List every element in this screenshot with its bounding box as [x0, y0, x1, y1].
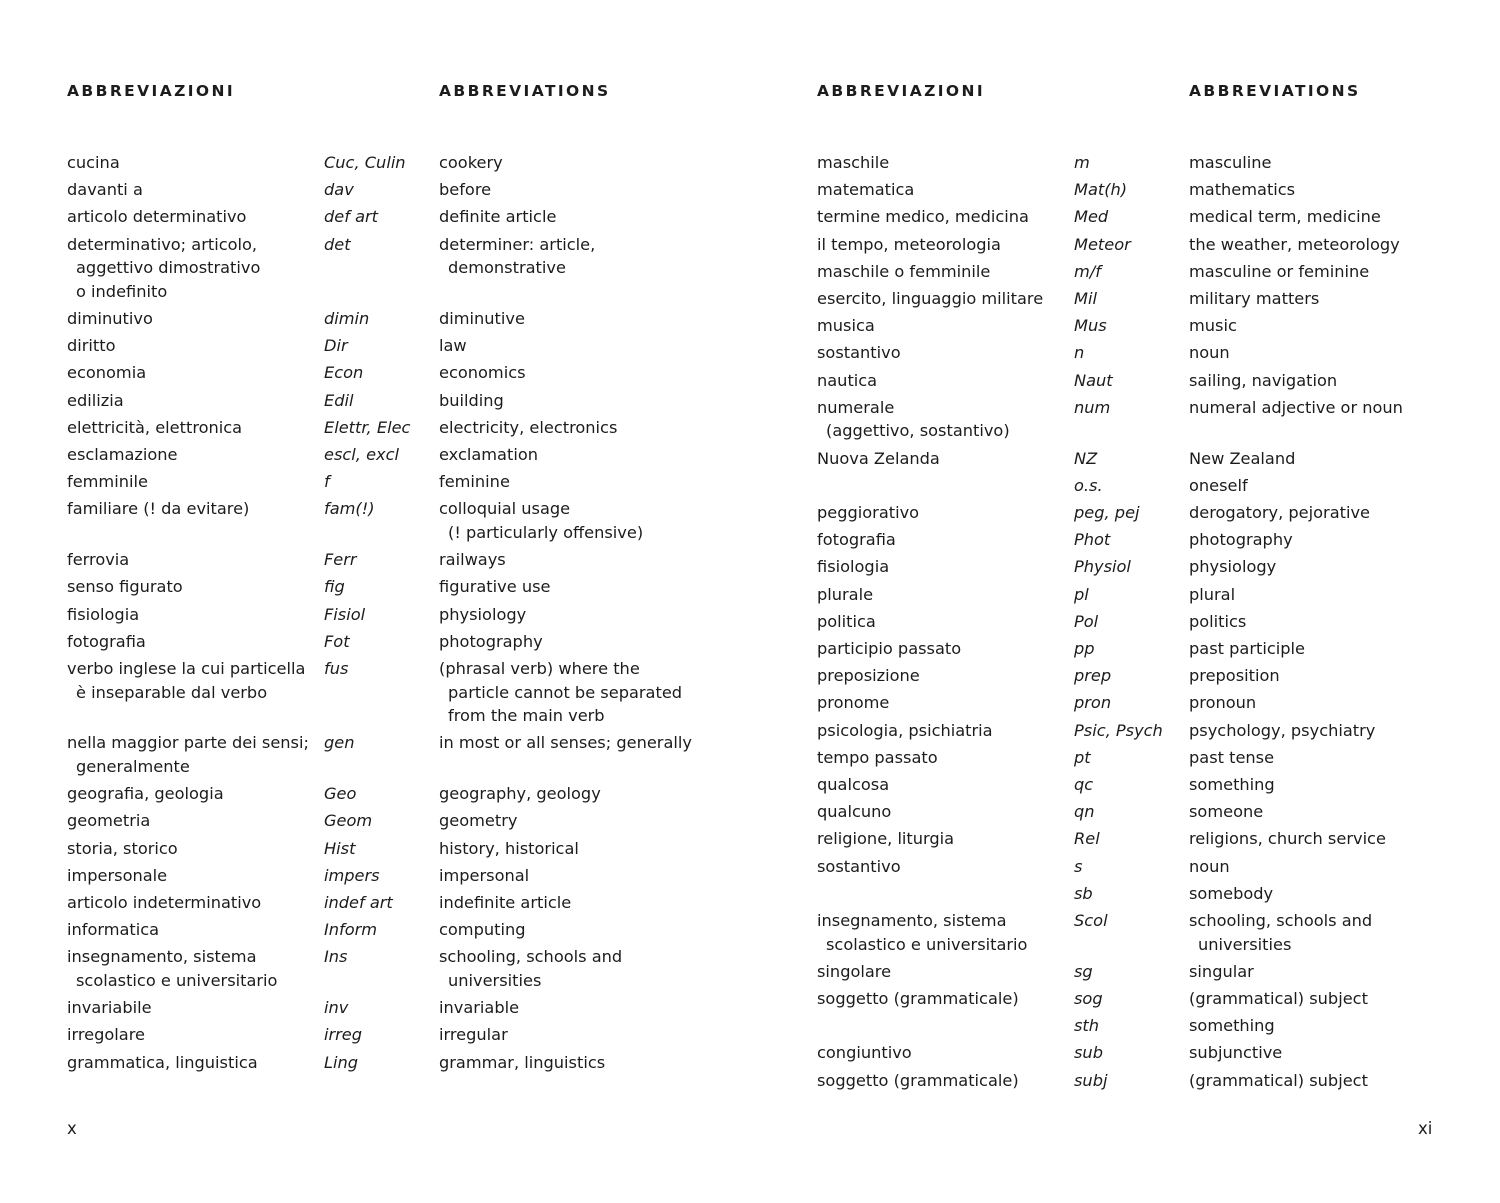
- italian-term: femminile: [67, 472, 148, 492]
- abbreviation: prep: [1074, 666, 1112, 686]
- abbreviation: Cuc, Culin: [324, 153, 406, 172]
- italian-term: il tempo, meteorologia: [817, 234, 1001, 254]
- italian-term: sostantivo: [817, 856, 901, 876]
- entry-row: [750, 800, 1500, 824]
- italian-term: peggiorativo: [817, 503, 920, 522]
- italian-term: insegnamento, sistema: [817, 911, 1007, 930]
- english-meaning: (grammatical) subject: [1189, 1070, 1368, 1090]
- italian-term: matematica: [817, 180, 915, 200]
- italian-term: preposizione: [817, 666, 920, 686]
- english-meaning: history, historical: [439, 838, 579, 858]
- english-meaning: (phrasal verb) where the: [439, 659, 640, 678]
- entry-row: [0, 782, 750, 806]
- abbreviation: impers: [324, 865, 380, 885]
- english-meaning: grammar, linguistics: [439, 1052, 606, 1072]
- english-meaning: particle cannot be separated: [448, 682, 683, 702]
- english-meaning: invariable: [439, 998, 520, 1018]
- italian-term: (aggettivo, sostantivo): [826, 421, 1010, 441]
- english-meaning: past tense: [1189, 747, 1275, 767]
- entry-row: [0, 233, 750, 301]
- english-meaning: someone: [1189, 802, 1264, 822]
- abbreviation: dimin: [324, 309, 370, 328]
- english-meaning: geometry: [439, 811, 518, 831]
- english-meaning: religions, church service: [1189, 829, 1386, 849]
- entry-row: [0, 1023, 750, 1047]
- abbreviation: Med: [1074, 207, 1109, 227]
- italian-term: termine medico, medicina: [817, 207, 1029, 227]
- abbreviation: Phot: [1074, 530, 1111, 550]
- italian-term: economia: [67, 363, 147, 383]
- english-meaning: schooling, schools and: [439, 947, 623, 967]
- abbreviation: Geom: [324, 811, 373, 831]
- entry-row: [0, 548, 750, 572]
- abbreviation: sb: [1074, 883, 1093, 903]
- italian-term: è inseparable dal verbo: [76, 682, 268, 702]
- italian-term: qualcosa: [817, 775, 890, 794]
- abbreviation: Pol: [1074, 611, 1099, 631]
- abbreviation: def art: [324, 207, 379, 227]
- italian-term: pronome: [817, 693, 890, 713]
- entry-row: [0, 151, 750, 175]
- entry-row: [750, 855, 1500, 879]
- english-meaning: military matters: [1189, 289, 1320, 308]
- italian-term: davanti a: [67, 180, 143, 200]
- english-meaning: the weather, meteorology: [1189, 234, 1400, 254]
- english-meaning: medical term, medicine: [1189, 207, 1381, 227]
- italian-term: ferrovia: [67, 550, 130, 570]
- english-meaning: (! particularly offensive): [448, 522, 644, 542]
- entry-row: [0, 630, 750, 654]
- italian-term: soggetto (grammaticale): [817, 1070, 1019, 1090]
- entry-row: [750, 882, 1500, 906]
- italian-term: informatica: [67, 920, 160, 940]
- english-meaning: mathematics: [1189, 180, 1296, 200]
- entry-row: [750, 610, 1500, 634]
- english-meaning: before: [439, 180, 492, 200]
- italian-term: fotografia: [817, 530, 896, 550]
- abbreviation: fam(!): [324, 499, 375, 519]
- abbreviation: Rel: [1074, 829, 1100, 849]
- english-meaning: oneself: [1189, 475, 1248, 495]
- entry-row: [0, 497, 750, 542]
- entry-row: [750, 691, 1500, 715]
- italian-term: generalmente: [76, 756, 190, 776]
- english-meaning: universities: [448, 970, 542, 990]
- abbreviation: m/f: [1074, 261, 1101, 281]
- abbreviation: det: [324, 234, 351, 254]
- right-page: [750, 0, 1500, 1203]
- entry-row: [750, 396, 1500, 441]
- entry-row: [750, 987, 1500, 1011]
- italian-term: scolastico e universitario: [826, 934, 1028, 954]
- abbreviation: sog: [1074, 989, 1103, 1008]
- italian-term: cucina: [67, 153, 120, 172]
- entry-row: [0, 205, 750, 229]
- italian-term: insegnamento, sistema: [67, 947, 257, 967]
- entry-row: [750, 205, 1500, 229]
- italian-term: geometria: [67, 811, 151, 831]
- abbreviation: fus: [324, 659, 349, 678]
- abbreviation: indef art: [324, 893, 393, 912]
- italian-term: nella maggior parte dei sensi;: [67, 733, 309, 753]
- entry-row: [750, 664, 1500, 688]
- entry-row: [750, 555, 1500, 579]
- italian-term: scolastico e universitario: [76, 970, 278, 990]
- entry-row: [0, 996, 750, 1020]
- abbreviation: Physiol: [1074, 557, 1131, 577]
- entry-row: [750, 447, 1500, 471]
- english-meaning: economics: [439, 363, 526, 383]
- entry-row: [750, 260, 1500, 284]
- english-meaning: from the main verb: [448, 706, 605, 726]
- italian-term: fotografia: [67, 631, 146, 651]
- abbreviation: inv: [324, 998, 349, 1018]
- italian-term: diritto: [67, 336, 116, 356]
- english-meaning: pronoun: [1189, 693, 1257, 713]
- italian-term: esercito, linguaggio militare: [817, 289, 1044, 308]
- abbreviation: Psic, Psych: [1074, 720, 1163, 740]
- english-meaning: preposition: [1189, 666, 1280, 686]
- abbreviation: pl: [1074, 584, 1089, 604]
- abbreviation: subj: [1074, 1070, 1108, 1090]
- abbreviation: pron: [1074, 693, 1112, 713]
- header-italian: ABBREVIAZIONI: [817, 82, 986, 100]
- english-meaning: building: [439, 390, 504, 410]
- page-number: xi: [1418, 1119, 1433, 1138]
- abbreviation: s: [1074, 856, 1083, 876]
- english-meaning: computing: [439, 920, 526, 940]
- english-meaning: colloquial usage: [439, 499, 571, 519]
- abbreviation: Edil: [324, 390, 354, 410]
- entry-row: [750, 178, 1500, 202]
- italian-term: determinativo; articolo,: [67, 234, 258, 254]
- abbreviation: num: [1074, 397, 1111, 417]
- italian-term: participio passato: [817, 639, 962, 658]
- abbreviation: fig: [324, 577, 345, 597]
- english-meaning: masculine or feminine: [1189, 261, 1370, 281]
- italian-term: singolare: [817, 961, 892, 981]
- english-meaning: electricity, electronics: [439, 417, 618, 437]
- italian-term: invariabile: [67, 998, 152, 1018]
- abbreviation: escl, excl: [324, 445, 400, 464]
- abbreviation: qn: [1074, 802, 1095, 822]
- english-meaning: something: [1189, 1016, 1275, 1036]
- entry-row: [750, 1069, 1500, 1093]
- english-meaning: photography: [439, 631, 543, 651]
- italian-term: grammatica, linguistica: [67, 1052, 258, 1072]
- entry-row: [0, 891, 750, 915]
- abbreviation: NZ: [1074, 448, 1098, 468]
- entry-row: [0, 470, 750, 494]
- entry-row: [750, 909, 1500, 954]
- english-meaning: physiology: [1189, 557, 1277, 577]
- italian-term: Nuova Zelanda: [817, 448, 940, 468]
- abbreviation: o.s.: [1074, 475, 1103, 495]
- italian-term: diminutivo: [67, 309, 153, 328]
- entry-row: [750, 1014, 1500, 1038]
- abbreviation: Meteor: [1074, 234, 1131, 254]
- entry-row: [0, 416, 750, 440]
- english-meaning: diminutive: [439, 309, 525, 328]
- english-meaning: feminine: [439, 472, 510, 492]
- header-english: ABBREVIATIONS: [1189, 82, 1361, 100]
- english-meaning: impersonal: [439, 865, 530, 885]
- english-meaning: noun: [1189, 343, 1230, 363]
- abbreviation: gen: [324, 733, 355, 753]
- italian-term: verbo inglese la cui particella: [67, 659, 306, 678]
- entry-row: [750, 960, 1500, 984]
- italian-term: articolo determinativo: [67, 207, 247, 227]
- abbreviation: qc: [1074, 775, 1094, 794]
- entry-row: [0, 603, 750, 627]
- entry-row: [750, 233, 1500, 257]
- english-meaning: definite article: [439, 207, 557, 227]
- entry-row: [750, 474, 1500, 498]
- italian-term: aggettivo dimostrativo: [76, 258, 261, 278]
- abbreviation: sg: [1074, 961, 1093, 981]
- abbreviation: Elettr, Elec: [324, 417, 411, 437]
- english-meaning: New Zealand: [1189, 448, 1296, 468]
- italian-term: maschile: [817, 153, 890, 172]
- english-meaning: law: [439, 336, 467, 356]
- english-meaning: psychology, psychiatry: [1189, 720, 1376, 740]
- entry-row: [0, 1051, 750, 1075]
- abbreviation: sub: [1074, 1043, 1103, 1063]
- entry-row: [750, 528, 1500, 552]
- italian-term: impersonale: [67, 865, 168, 885]
- abbreviation: pp: [1074, 639, 1095, 658]
- abbreviation: Ferr: [324, 550, 357, 570]
- italian-term: o indefinito: [76, 281, 168, 301]
- italian-term: maschile o femminile: [817, 261, 991, 281]
- italian-term: plurale: [817, 584, 874, 604]
- entry-row: [750, 719, 1500, 743]
- entry-row: [750, 637, 1500, 661]
- italian-term: nautica: [817, 370, 878, 390]
- english-meaning: irregular: [439, 1025, 508, 1045]
- entry-row: [750, 746, 1500, 770]
- english-meaning: somebody: [1189, 883, 1274, 903]
- english-meaning: determiner: article,: [439, 234, 596, 254]
- abbreviation: dav: [324, 180, 354, 200]
- italian-term: senso figurato: [67, 577, 183, 597]
- italian-term: geografia, geologia: [67, 784, 224, 804]
- entry-row: [0, 178, 750, 202]
- abbreviation: Mat(h): [1074, 180, 1128, 200]
- abbreviation: sth: [1074, 1016, 1100, 1036]
- english-meaning: something: [1189, 775, 1275, 794]
- abbreviation: Ins: [324, 947, 348, 967]
- italian-term: familiare (! da evitare): [67, 499, 250, 519]
- abbreviation: Geo: [324, 784, 357, 804]
- english-meaning: universities: [1198, 934, 1292, 954]
- abbreviation: Dir: [324, 336, 348, 356]
- italian-term: tempo passato: [817, 747, 938, 767]
- abbreviation: Mil: [1074, 289, 1097, 308]
- abbreviation: pt: [1074, 747, 1091, 767]
- abbreviation: Ling: [324, 1052, 359, 1072]
- english-meaning: politics: [1189, 611, 1247, 631]
- english-meaning: (grammatical) subject: [1189, 989, 1368, 1008]
- english-meaning: demonstrative: [448, 258, 566, 278]
- italian-term: musica: [817, 316, 875, 336]
- entry-row: [750, 827, 1500, 851]
- english-meaning: music: [1189, 316, 1237, 336]
- english-meaning: past participle: [1189, 639, 1305, 658]
- entry-row: [750, 369, 1500, 393]
- abbreviation: Fisiol: [324, 604, 366, 624]
- entry-row: [0, 389, 750, 413]
- entry-row: [750, 583, 1500, 607]
- entry-row: [0, 731, 750, 776]
- italian-term: fisiologia: [817, 557, 890, 577]
- english-meaning: photography: [1189, 530, 1293, 550]
- entry-row: [0, 918, 750, 942]
- abbreviation: n: [1074, 343, 1085, 363]
- abbreviation: Mus: [1074, 316, 1107, 336]
- abbreviation: Fot: [324, 631, 350, 651]
- english-meaning: derogatory, pejorative: [1189, 503, 1371, 522]
- entry-row: [0, 443, 750, 467]
- entry-row: [750, 314, 1500, 338]
- english-meaning: schooling, schools and: [1189, 911, 1373, 930]
- entry-row: [0, 307, 750, 331]
- abbreviation: Econ: [324, 363, 364, 383]
- entry-row: [0, 575, 750, 599]
- english-meaning: subjunctive: [1189, 1043, 1283, 1063]
- italian-term: irregolare: [67, 1025, 145, 1045]
- english-meaning: figurative use: [439, 577, 551, 597]
- italian-term: storia, storico: [67, 838, 178, 858]
- english-meaning: sailing, navigation: [1189, 370, 1338, 390]
- abbreviation: f: [324, 472, 330, 492]
- italian-term: esclamazione: [67, 445, 178, 464]
- entry-row: [0, 945, 750, 990]
- english-meaning: physiology: [439, 604, 527, 624]
- abbreviation: m: [1074, 153, 1090, 172]
- entry-row: [750, 151, 1500, 175]
- english-meaning: plural: [1189, 584, 1236, 604]
- english-meaning: noun: [1189, 856, 1230, 876]
- english-meaning: masculine: [1189, 153, 1272, 172]
- english-meaning: railways: [439, 550, 506, 570]
- italian-term: psicologia, psichiatria: [817, 720, 993, 740]
- abbreviation: Scol: [1074, 911, 1108, 930]
- english-meaning: numeral adjective or noun: [1189, 397, 1403, 417]
- english-meaning: geography, geology: [439, 784, 601, 804]
- italian-term: sostantivo: [817, 343, 901, 363]
- entry-row: [750, 1041, 1500, 1065]
- entry-row: [0, 837, 750, 861]
- english-meaning: singular: [1189, 961, 1254, 981]
- italian-term: edilizia: [67, 390, 124, 410]
- entry-row: [0, 864, 750, 888]
- header-italian: ABBREVIAZIONI: [67, 82, 236, 100]
- abbreviation: Hist: [324, 838, 356, 858]
- italian-term: fisiologia: [67, 604, 140, 624]
- italian-term: elettricità, elettronica: [67, 417, 243, 437]
- page-number: x: [67, 1119, 77, 1138]
- italian-term: numerale: [817, 397, 895, 417]
- abbreviation: Inform: [324, 920, 378, 940]
- english-meaning: cookery: [439, 153, 503, 172]
- entry-row: [750, 773, 1500, 797]
- abbreviation: Naut: [1074, 370, 1113, 390]
- entry-row: [750, 287, 1500, 311]
- italian-term: qualcuno: [817, 802, 892, 822]
- english-meaning: indefinite article: [439, 893, 572, 912]
- entry-row: [0, 334, 750, 358]
- header-english: ABBREVIATIONS: [439, 82, 611, 100]
- entry-row: [0, 657, 750, 726]
- abbreviation: irreg: [324, 1025, 363, 1045]
- entry-row: [750, 341, 1500, 365]
- italian-term: articolo indeterminativo: [67, 893, 262, 912]
- italian-term: religione, liturgia: [817, 829, 955, 849]
- entry-row: [750, 501, 1500, 525]
- english-meaning: exclamation: [439, 445, 538, 464]
- italian-term: soggetto (grammaticale): [817, 989, 1019, 1008]
- abbreviation: peg, pej: [1074, 503, 1140, 522]
- english-meaning: in most or all senses; generally: [439, 733, 692, 753]
- italian-term: politica: [817, 611, 876, 631]
- entry-row: [0, 809, 750, 833]
- italian-term: congiuntivo: [817, 1043, 912, 1063]
- entry-row: [0, 361, 750, 385]
